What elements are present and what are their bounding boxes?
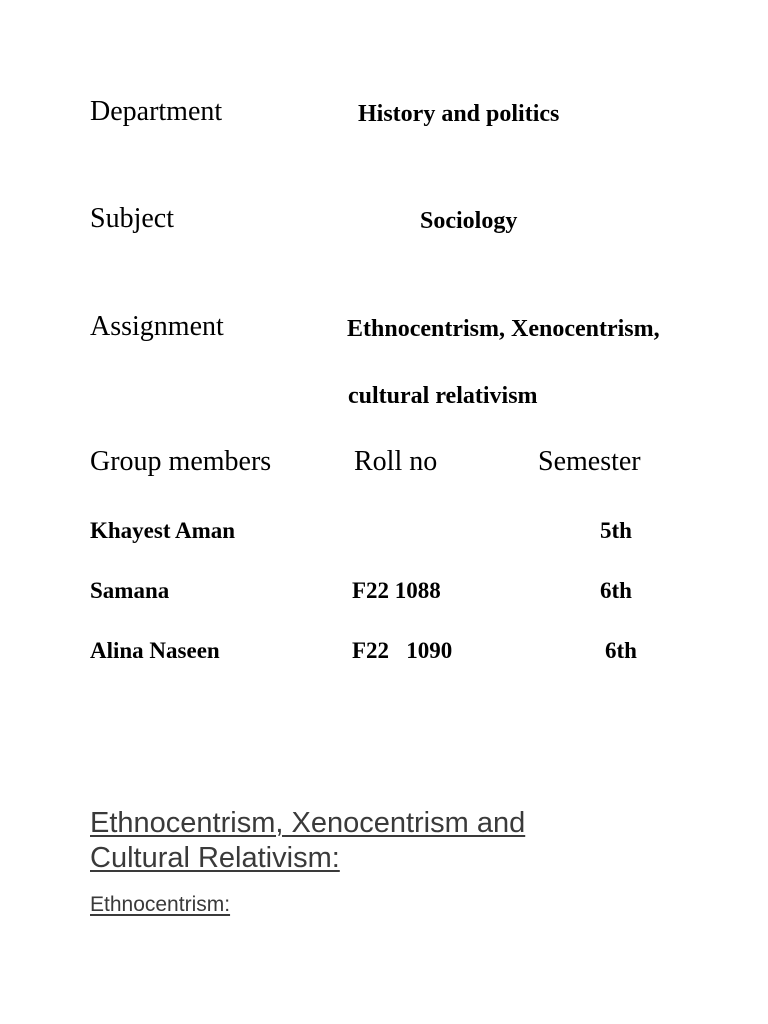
member-semester: 6th — [600, 578, 632, 603]
section-subheading: Ethnocentrism: — [90, 893, 231, 916]
subject-label: Subject — [90, 203, 174, 234]
member-name: Samana — [90, 578, 170, 603]
member-name: Khayest Aman — [90, 518, 236, 543]
assignment-label: Assignment — [90, 311, 224, 342]
member-roll: F22 1090 — [352, 638, 453, 663]
header-semester: Semester — [538, 446, 641, 477]
member-name: Alina Naseen — [90, 638, 220, 663]
member-semester: 5th — [600, 518, 632, 543]
header-roll-no: Roll no — [354, 446, 438, 477]
assignment-value-line1: Ethnocentrism, Xenocentrism, — [347, 316, 660, 342]
section-heading-line1: Ethnocentrism, Xenocentrism and — [90, 807, 526, 839]
section-heading-line2: Cultural Relativism: — [90, 842, 340, 874]
department-label: Department — [90, 96, 223, 127]
member-roll: F22 1088 — [352, 578, 441, 603]
department-value: History and politics — [358, 101, 560, 127]
subject-value: Sociology — [420, 208, 518, 234]
header-group-members: Group members — [90, 446, 272, 477]
member-semester: 6th — [605, 638, 637, 663]
assignment-value-line2: cultural relativism — [348, 383, 538, 409]
